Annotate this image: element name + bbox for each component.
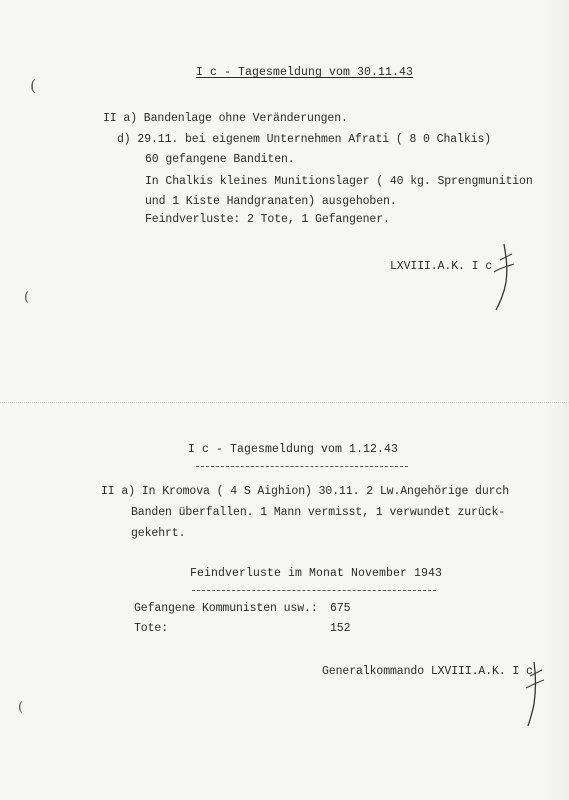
report2-line-1: II a) In Kromova ( 4 S Aighion) 30.11. 2 Lw.Angehörige durch xyxy=(101,485,510,498)
margin-mark: ( xyxy=(18,700,24,715)
margin-mark: ( xyxy=(24,290,30,305)
report1-line-a: II a) Bandenlage ohne Veränderungen. xyxy=(103,112,348,125)
page-fold-line xyxy=(0,402,569,403)
report1-line-d3: In Chalkis kleines Munitionslager ( 40 kg. Sprengmunition xyxy=(145,175,533,188)
report1-line-d2: 60 gefangene Banditen. xyxy=(145,153,295,166)
losses-row-label: Gefangene Kommunisten usw.: xyxy=(134,602,318,615)
losses-row-value: 152 xyxy=(330,622,351,635)
losses-title-underline xyxy=(192,590,436,591)
handwritten-initial-signature xyxy=(486,242,518,312)
losses-signature-block: Generalkommando LXVIII.A.K. I c xyxy=(322,665,533,678)
losses-title: Feindverluste im Monat November 1943 xyxy=(190,567,443,580)
report2-title-underline xyxy=(196,466,408,467)
handwritten-initial-signature xyxy=(520,660,550,728)
report1-line-d5: Feindverluste: 2 Tote, 1 Gefangener. xyxy=(145,213,390,226)
report2-line-2: Banden überfallen. 1 Mann vermisst, 1 verwundet zurück- xyxy=(131,506,506,519)
report1-line-d1: d) 29.11. bei eigenem Unternehmen Afrati ( 8 0 Chalkis) xyxy=(117,133,492,146)
report1-title: I c - Tagesmeldung vom 30.11.43 xyxy=(196,66,414,79)
losses-row-value: 675 xyxy=(330,602,351,615)
report1-line-d4: und 1 Kiste Handgranaten) ausgehoben. xyxy=(145,195,397,208)
report2-line-3: gekehrt. xyxy=(131,527,186,540)
losses-row-label: Tote: xyxy=(134,622,169,635)
margin-mark: ( xyxy=(30,76,37,95)
paper-edge-shadow xyxy=(547,0,569,800)
report1-signature-block: LXVIII.A.K. I c xyxy=(390,260,493,273)
report2-title: I c - Tagesmeldung vom 1.12.43 xyxy=(188,443,399,456)
